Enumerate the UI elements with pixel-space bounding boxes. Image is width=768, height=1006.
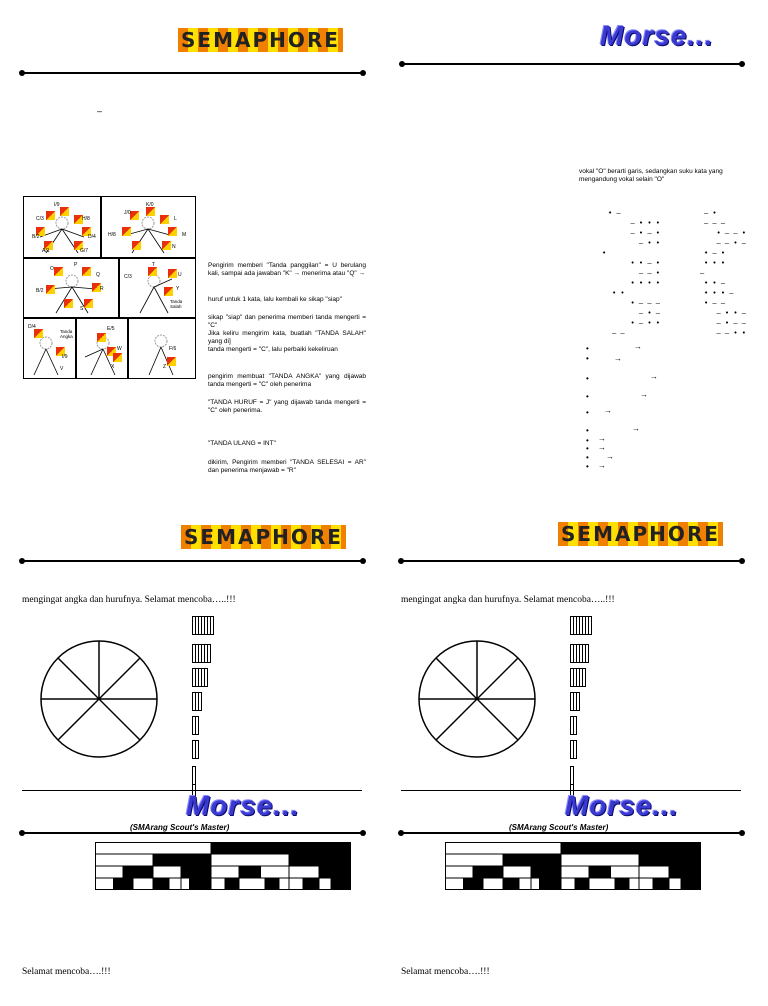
paragraph-return-ready: huruf untuk 1 kata, lalu kembali ke sikap "siap" <box>208 296 342 303</box>
grid-row-3 <box>192 692 202 711</box>
footer-text-bottom-left: Selamat mencoba….!!! <box>22 967 111 977</box>
flag-label-d2: D/4 <box>28 324 36 330</box>
morse-code-c: – • – • <box>630 229 660 237</box>
grid-row-6-right <box>570 644 589 663</box>
morse-column-right <box>700 208 746 338</box>
arrow-3: → <box>650 372 658 381</box>
morse-code-k: – • – <box>638 309 660 317</box>
morse-code-b: – • • • <box>630 219 660 227</box>
flag-box-3 <box>23 258 119 318</box>
grid-row-2a <box>192 716 199 735</box>
semaphore-logo-bottom-right: SEMAPHORE <box>558 522 723 546</box>
morse-code-n: – • <box>704 209 717 217</box>
flag-label-m: M <box>182 232 187 238</box>
grid-row-2b-right <box>570 740 577 759</box>
morse-code-d: – • • <box>638 239 660 247</box>
bullet-3: • <box>586 374 589 383</box>
flag-label-o: O <box>50 266 54 272</box>
morse-code-g: – – • <box>638 269 660 277</box>
arrow-8: → <box>598 443 606 452</box>
semaphore-logo-bottom-left: SEMAPHORE <box>181 525 346 549</box>
morse-code-z: – – • • <box>716 329 746 337</box>
subtitle-bottom-left: (SMArang Scout's Master) <box>130 823 230 832</box>
flag-label-v: V <box>60 366 64 372</box>
morse-code-m: – – <box>612 329 625 337</box>
grid-row-5-right <box>570 668 586 687</box>
flag-label-w: W <box>117 346 122 352</box>
morse-intro-text: vokal "O" berarti garis, sedangkan suku kata yang mengandung vokal selain "O" <box>579 168 723 183</box>
semaphore-flag-chart <box>23 196 196 379</box>
flag-label-c2: C/3 <box>124 274 132 280</box>
flag-label-c: C/3 <box>36 216 44 222</box>
bullet-1: • <box>586 344 589 353</box>
morse-code-y: – • – – <box>716 319 746 327</box>
morse-code-q: – – • – <box>716 239 746 247</box>
morse-code-j: • – – – <box>630 299 660 307</box>
flag-label-b: B/2 <box>32 234 40 240</box>
arrow-4: → <box>640 390 648 399</box>
divider-bottom-right-top <box>401 560 742 562</box>
flag-label-k: K/0 <box>146 202 154 208</box>
morse-logo-bottom-right: Morse... <box>565 790 679 821</box>
arrow-9: → <box>606 452 614 461</box>
flag-label-j: J/0 <box>124 210 131 216</box>
semaphore-wheel-left <box>38 638 160 760</box>
bullet-2: • <box>586 354 589 363</box>
flag-label-q: Q <box>96 272 100 278</box>
flag-label-x: X <box>111 364 115 370</box>
paragraph-understood-sign: sikap "siap" dan penerima memberi tanda mengerti = "C" Jika keliru mengirim kata, buatlah "TANDA SALAH" yang di] tanda mengerti = "C", lalu perbaiki kekeliruan <box>208 314 366 353</box>
morse-code-u: • • – <box>704 279 726 287</box>
flag-label-y: Y <box>176 286 180 292</box>
divider-bottom-left-top <box>22 560 363 562</box>
morse-logo-top-right: Morse... <box>600 20 714 51</box>
grid-row-2a-right <box>570 716 577 735</box>
dash-mark: – <box>97 106 103 116</box>
morse-code-s: • • • <box>704 259 726 267</box>
grid-row-7-right <box>570 616 592 635</box>
bullet-4: • <box>586 392 589 401</box>
morse-code-x: – • • – <box>716 309 746 317</box>
morse-tree-grid-right <box>445 842 701 890</box>
morse-code-v: • • • – <box>704 289 734 297</box>
paragraph-repeat-sign: "TANDA ULANG = INT" <box>208 440 276 447</box>
flag-label-n: N <box>172 244 176 250</box>
grid-row-5 <box>192 668 208 687</box>
subtitle-bottom-right: (SMArang Scout's Master) <box>509 823 609 832</box>
morse-tree-grid-left <box>95 842 351 890</box>
flag-figure-7 <box>129 319 195 378</box>
flag-box-5 <box>23 318 76 379</box>
bullet-7: • <box>586 436 589 445</box>
flag-label-i2: I/9 <box>62 354 68 360</box>
bullet-10: • <box>586 462 589 471</box>
flag-box-6 <box>76 318 128 379</box>
flag-label-g: G/7 <box>80 248 89 254</box>
flag-label-h: H/8 <box>82 216 90 222</box>
flag-label-z: Z <box>163 364 167 370</box>
paragraph-letter-sign: "TANDA HURUF = J" yang dijawab tanda mengerti = "C" oleh penerima. <box>208 399 366 414</box>
morse-code-a: • – <box>608 209 621 217</box>
footer-text-bottom-right: Selamat mencoba….!!! <box>401 967 490 977</box>
morse-code-e: • <box>602 249 607 257</box>
bullet-6: • <box>586 426 589 435</box>
flag-label-h2: H/8 <box>108 232 116 238</box>
flag-box-2 <box>101 196 196 258</box>
morse-code-h: • • • • <box>630 279 660 287</box>
flag-label-l: L <box>174 216 177 222</box>
flag-label-i: I/9 <box>54 202 60 208</box>
flag-label-p: P <box>74 262 78 268</box>
grid-row-3-right <box>570 692 580 711</box>
paragraph-finish-sign: dikirim, Pengirim memberi "TANDA SELESAI = AR" dan penerima menjawab = "R" <box>208 459 366 474</box>
semaphore-logo-top-left: SEMAPHORE <box>178 28 343 52</box>
grid-row-7 <box>192 616 214 635</box>
flag-box-1 <box>23 196 101 258</box>
morse-code-o: – – – <box>704 219 726 227</box>
morse-code-p: • – – • <box>716 229 746 237</box>
flag-box-7 <box>128 318 196 379</box>
divider-top-right <box>402 63 742 65</box>
arrow-7: → <box>598 434 606 443</box>
semaphore-wheel-right <box>416 638 538 760</box>
bullet-8: • <box>586 444 589 453</box>
bullet-arrow-list <box>586 344 666 474</box>
arrow-2: → <box>614 354 622 363</box>
morse-column-left <box>600 208 660 338</box>
morse-code-i: • • <box>612 289 625 297</box>
arrow-1: → <box>634 342 642 351</box>
paragraph-number-sign: pengirim membuat "TANDA ANGKA" yang dijawab tanda mengerti = "C" oleh penerima <box>208 373 366 388</box>
arrow-6: → <box>632 424 640 433</box>
paragraph-calling-signal: Pengirim memberi "Tanda panggilan" = U berulang kali, sampai ada jawaban "K" → menerima atau "Q" → <box>208 262 366 277</box>
intro-text-bottom-right: mengingat angka dan hurufnya. Selamat mencoba…..!!! <box>401 595 615 605</box>
flag-label-f: F/6 <box>169 346 177 352</box>
grid-row-2b <box>192 740 199 759</box>
tanda-angka-label: Tanda Angka <box>60 329 73 339</box>
arrow-10: → <box>598 461 606 470</box>
morse-logo-bottom-left: Morse... <box>186 790 300 821</box>
morse-code-t: – <box>700 269 705 277</box>
bullet-9: • <box>586 453 589 462</box>
flag-label-t: T <box>152 262 156 268</box>
flag-label-r: R <box>100 286 104 292</box>
morse-code-r: • – • <box>704 249 726 257</box>
divider-bottom-left-mid <box>22 832 363 834</box>
arrow-5: → <box>604 406 612 415</box>
morse-code-l: • – • • <box>630 319 660 327</box>
flag-label-e: E/5 <box>107 326 115 332</box>
flag-box-4 <box>119 258 196 318</box>
morse-code-f: • • – • <box>630 259 660 267</box>
flag-label-a: A/1 <box>42 248 50 254</box>
bullet-5: • <box>586 408 589 417</box>
flag-label-s: S <box>80 306 84 312</box>
flag-label-u: U <box>178 272 182 278</box>
divider-bottom-right-mid <box>401 832 742 834</box>
divider-top-left <box>22 72 363 74</box>
morse-code-w: • – – <box>704 299 726 307</box>
grid-row-6 <box>192 644 211 663</box>
intro-text-bottom-left: mengingat angka dan hurufnya. Selamat mencoba…..!!! <box>22 595 236 605</box>
flag-label-b2: B/2 <box>36 288 44 294</box>
tanda-salah-label: Tanda Salah <box>170 299 183 309</box>
flag-label-d: D/4 <box>88 234 96 240</box>
